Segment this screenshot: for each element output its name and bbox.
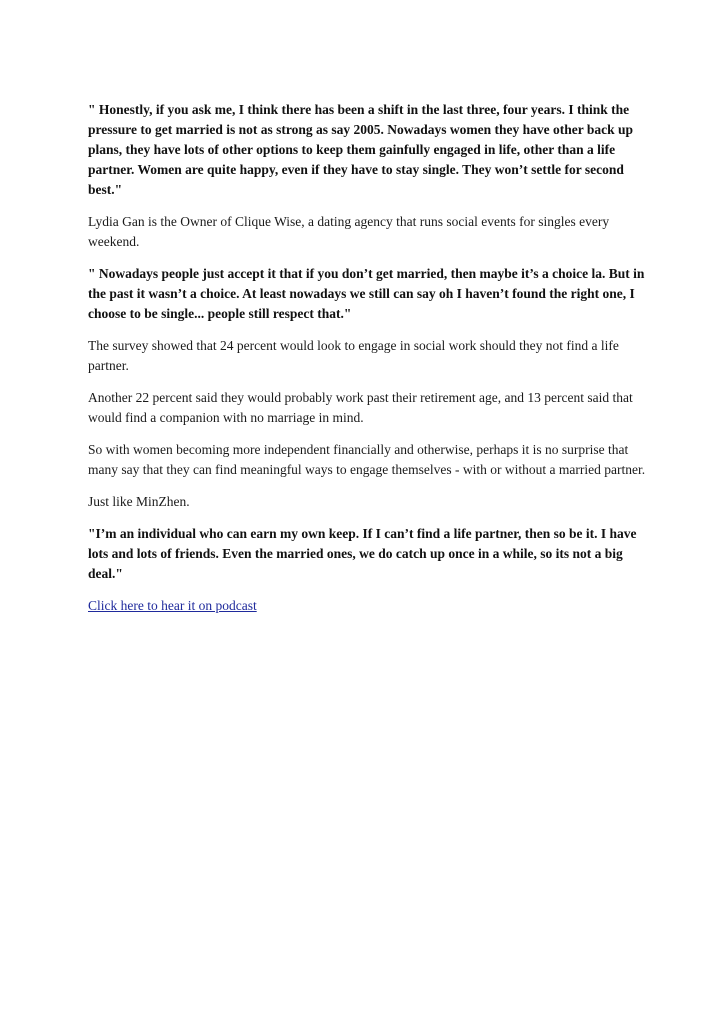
- text-paragraph: Just like MinZhen.: [88, 494, 190, 509]
- text-paragraph: Lydia Gan is the Owner of Clique Wise, a dating agency that runs social events for singles every weekend.: [88, 214, 610, 249]
- text-paragraph: The survey showed that 24 percent would look to engage in social work should they not find a life partner.: [88, 338, 619, 373]
- link-paragraph: [88, 596, 648, 616]
- document-body: [88, 100, 648, 628]
- text-paragraph: So with women becoming more independent financially and otherwise, perhaps it is no surprise that many say that they can find meaningful ways to engage themselves - with or without a married partner.: [88, 442, 646, 477]
- quote-paragraph: " Honestly, if you ask me, I think there has been a shift in the last three, four years. I think the pressure to get married is not as strong as say 2005. Nowadays women they have other back up plans, they have lots of other options to keep them gainfully engaged in life, other than a life partner. Women are quite happy, even if they have to stay single. They won’t settle for second best.": [88, 102, 634, 197]
- quote-paragraph: "I’m an individual who can earn my own keep. If I can’t find a life partner, then so be it. I have lots and lots of friends. Even the married ones, we do catch up once in a while, so its not a big deal.": [88, 526, 637, 581]
- quote-paragraph: " Nowadays people just accept it that if you don’t get married, then maybe it’s a choice la. But in the past it wasn’t a choice. At least nowadays we still can say oh I haven’t found the right one, I choose to be single... people still respect that.": [88, 266, 645, 321]
- text-paragraph: Another 22 percent said they would probably work past their retirement age, and 13 percent said that would find a companion with no marriage in mind.: [88, 390, 633, 425]
- podcast-link[interactable]: Click here to hear it on podcast: [88, 598, 257, 613]
